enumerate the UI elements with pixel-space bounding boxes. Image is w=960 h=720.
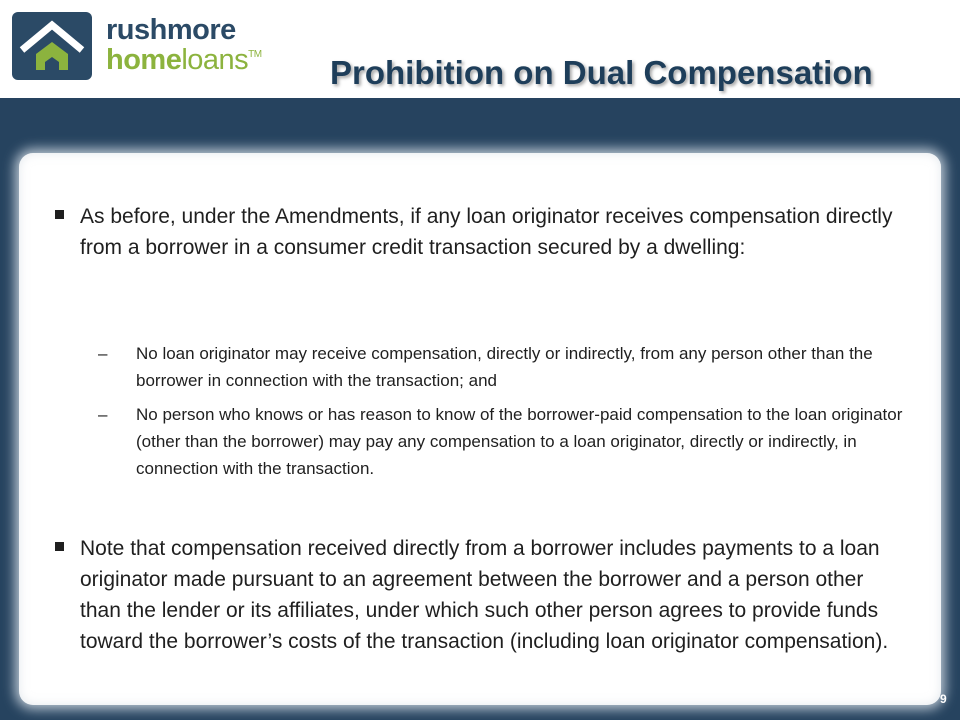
logo-loans: loans xyxy=(181,44,249,76)
logo-trademark: TM xyxy=(248,49,262,60)
slide-title: Prohibition on Dual Compensation xyxy=(330,54,873,91)
slide-header xyxy=(0,0,960,98)
page-number: 9 xyxy=(940,692,947,706)
content-panel xyxy=(19,153,941,705)
company-logo-text xyxy=(106,16,262,75)
sub-bullet-text-2: No person who knows or has reason to know of the borrower-paid compensation to the loan originator (other than the borrower) may pay any compensation to a loan originator, directly or indirectly, in connection with the transaction. xyxy=(136,405,903,478)
house-logo-icon xyxy=(12,12,92,80)
logo-home: home xyxy=(106,44,182,76)
logo-rushmore: rushmore xyxy=(106,14,236,46)
square-bullet-icon xyxy=(55,210,64,219)
dash-bullet-icon: – xyxy=(98,344,108,363)
sub-bullet-text-1: No loan originator may receive compensation, directly or indirectly, from any person other than the borrower in connection with the transaction; and xyxy=(136,344,873,390)
dash-bullet-icon: – xyxy=(98,405,108,424)
bullet-text-2: Note that compensation received directly from a borrower includes payments to a loan originator made pursuant to an agreement between the borrower and a person other than the lender or its affiliates, under which such other person agrees to provide funds toward the borrower’s costs of the transaction (including loan originator compensation). xyxy=(80,537,889,653)
logo-homeloans xyxy=(106,46,262,75)
square-bullet-icon xyxy=(55,542,64,551)
bullet-text-1: As before, under the Amendments, if any loan originator receives compensation directly from a borrower in a consumer credit transaction secured by a dwelling: xyxy=(80,205,893,259)
